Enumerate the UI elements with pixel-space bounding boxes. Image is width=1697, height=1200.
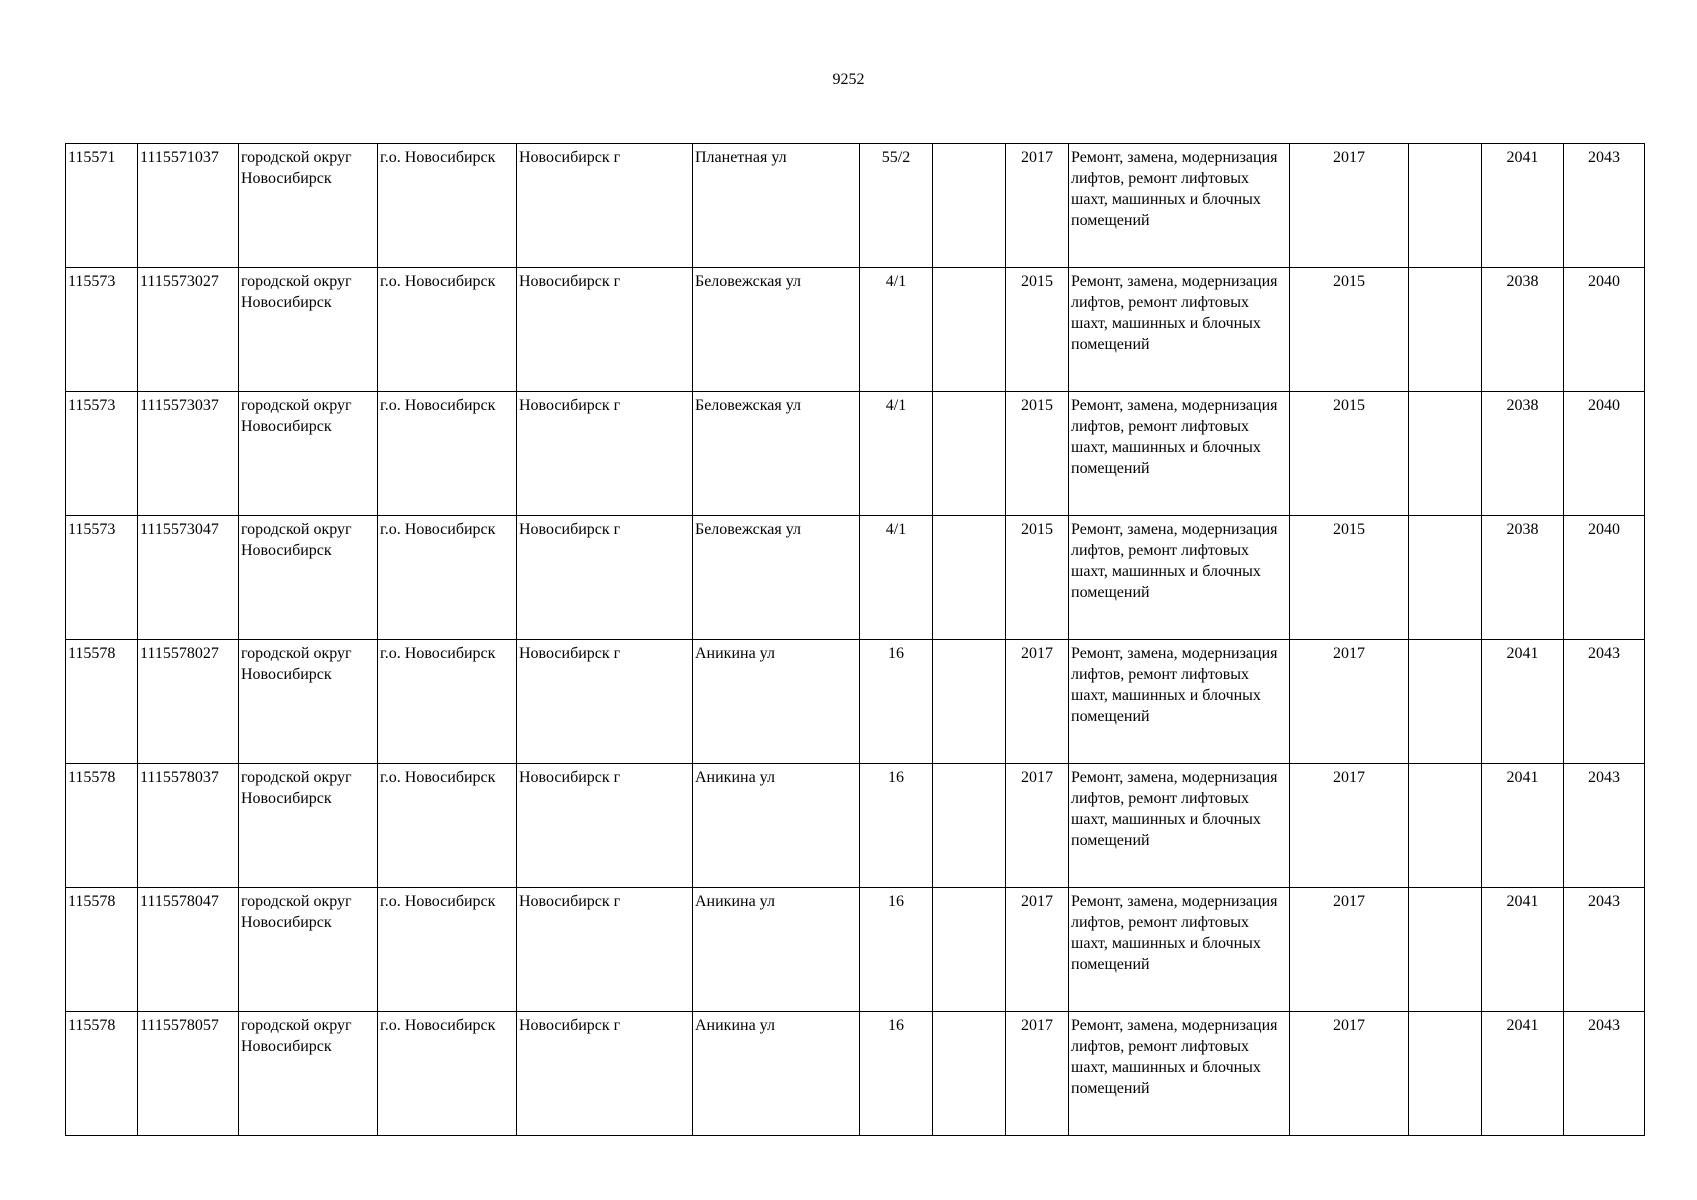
plan-end-year-cell: 2040 [1564, 268, 1645, 392]
plan-start-year-cell: 2038 [1482, 268, 1564, 392]
work-type-cell: Ремонт, замена, модернизация лифтов, ремонт лифтовых шахт, машинных и блочных помещений [1069, 1012, 1290, 1136]
street-cell: Аникина ул [693, 888, 860, 1012]
building-cell [933, 764, 1006, 888]
plan-end-year-cell: 2040 [1564, 392, 1645, 516]
plan-end-year-cell: 2043 [1564, 764, 1645, 888]
building-cell [933, 268, 1006, 392]
work-type-cell: Ремонт, замена, модернизация лифтов, ремонт лифтовых шахт, машинных и блочных помещений [1069, 392, 1290, 516]
record-id-cell: 115578 [66, 640, 138, 764]
district-cell: г.о. Новосибирск [378, 764, 517, 888]
commissioning-year-cell: 2015 [1006, 516, 1069, 640]
table-row [66, 764, 1645, 888]
locality-cell: Новосибирск г [517, 640, 693, 764]
house-number-cell: 16 [860, 764, 933, 888]
street-cell: Беловежская ул [693, 516, 860, 640]
object-code-cell: 1115578047 [138, 888, 239, 1012]
house-number-cell: 55/2 [860, 144, 933, 268]
empty-cell [1409, 392, 1482, 516]
district-cell: г.о. Новосибирск [378, 516, 517, 640]
record-id-cell: 115573 [66, 392, 138, 516]
street-cell: Аникина ул [693, 764, 860, 888]
table-row [66, 640, 1645, 764]
last-repair-year-cell: 2015 [1290, 392, 1409, 516]
empty-cell [1409, 764, 1482, 888]
district-cell: г.о. Новосибирск [378, 640, 517, 764]
work-type-cell: Ремонт, замена, модернизация лифтов, ремонт лифтовых шахт, машинных и блочных помещений [1069, 888, 1290, 1012]
plan-start-year-cell: 2038 [1482, 516, 1564, 640]
street-cell: Беловежская ул [693, 392, 860, 516]
commissioning-year-cell: 2017 [1006, 640, 1069, 764]
house-number-cell: 4/1 [860, 516, 933, 640]
last-repair-year-cell: 2015 [1290, 516, 1409, 640]
empty-cell [1409, 516, 1482, 640]
object-code-cell: 1115573037 [138, 392, 239, 516]
building-cell [933, 392, 1006, 516]
plan-end-year-cell: 2043 [1564, 640, 1645, 764]
work-type-cell: Ремонт, замена, модернизация лифтов, ремонт лифтовых шахт, машинных и блочных помещений [1069, 640, 1290, 764]
table-row [66, 144, 1645, 268]
locality-cell: Новосибирск г [517, 764, 693, 888]
record-id-cell: 115571 [66, 144, 138, 268]
building-cell [933, 640, 1006, 764]
district-cell: г.о. Новосибирск [378, 888, 517, 1012]
empty-cell [1409, 888, 1482, 1012]
record-id-cell: 115573 [66, 268, 138, 392]
commissioning-year-cell: 2017 [1006, 1012, 1069, 1136]
object-code-cell: 1115578027 [138, 640, 239, 764]
empty-cell [1409, 1012, 1482, 1136]
municipality-cell: городской округ Новосибирск [239, 640, 378, 764]
plan-start-year-cell: 2041 [1482, 764, 1564, 888]
house-number-cell: 4/1 [860, 268, 933, 392]
street-cell: Беловежская ул [693, 268, 860, 392]
house-number-cell: 16 [860, 888, 933, 1012]
building-cell [933, 144, 1006, 268]
locality-cell: Новосибирск г [517, 392, 693, 516]
locality-cell: Новосибирск г [517, 516, 693, 640]
building-cell [933, 516, 1006, 640]
commissioning-year-cell: 2015 [1006, 392, 1069, 516]
object-code-cell: 1115571037 [138, 144, 239, 268]
record-id-cell: 115578 [66, 764, 138, 888]
street-cell: Аникина ул [693, 640, 860, 764]
plan-end-year-cell: 2043 [1564, 1012, 1645, 1136]
building-cell [933, 888, 1006, 1012]
plan-start-year-cell: 2041 [1482, 888, 1564, 1012]
table-row [66, 888, 1645, 1012]
municipality-cell: городской округ Новосибирск [239, 764, 378, 888]
commissioning-year-cell: 2017 [1006, 888, 1069, 1012]
plan-end-year-cell: 2040 [1564, 516, 1645, 640]
municipality-cell: городской округ Новосибирск [239, 144, 378, 268]
house-number-cell: 16 [860, 1012, 933, 1136]
work-type-cell: Ремонт, замена, модернизация лифтов, ремонт лифтовых шахт, машинных и блочных помещений [1069, 516, 1290, 640]
locality-cell: Новосибирск г [517, 1012, 693, 1136]
street-cell: Аникина ул [693, 1012, 860, 1136]
last-repair-year-cell: 2017 [1290, 144, 1409, 268]
last-repair-year-cell: 2017 [1290, 764, 1409, 888]
district-cell: г.о. Новосибирск [378, 1012, 517, 1136]
plan-start-year-cell: 2038 [1482, 392, 1564, 516]
page-number: 9252 [832, 71, 865, 88]
street-cell: Планетная ул [693, 144, 860, 268]
record-id-cell: 115578 [66, 888, 138, 1012]
work-type-cell: Ремонт, замена, модернизация лифтов, ремонт лифтовых шахт, машинных и блочных помещений [1069, 144, 1290, 268]
house-number-cell: 4/1 [860, 392, 933, 516]
table-row [66, 392, 1645, 516]
plan-end-year-cell: 2043 [1564, 144, 1645, 268]
work-type-cell: Ремонт, замена, модернизация лифтов, ремонт лифтовых шахт, машинных и блочных помещений [1069, 268, 1290, 392]
plan-start-year-cell: 2041 [1482, 1012, 1564, 1136]
last-repair-year-cell: 2017 [1290, 640, 1409, 764]
object-code-cell: 1115573047 [138, 516, 239, 640]
municipality-cell: городской округ Новосибирск [239, 888, 378, 1012]
plan-start-year-cell: 2041 [1482, 640, 1564, 764]
work-type-cell: Ремонт, замена, модернизация лифтов, ремонт лифтовых шахт, машинных и блочных помещений [1069, 764, 1290, 888]
object-code-cell: 1115573027 [138, 268, 239, 392]
empty-cell [1409, 640, 1482, 764]
municipality-cell: городской округ Новосибирск [239, 392, 378, 516]
last-repair-year-cell: 2017 [1290, 1012, 1409, 1136]
record-id-cell: 115573 [66, 516, 138, 640]
locality-cell: Новосибирск г [517, 268, 693, 392]
district-cell: г.о. Новосибирск [378, 392, 517, 516]
plan-start-year-cell: 2041 [1482, 144, 1564, 268]
table-row [66, 268, 1645, 392]
empty-cell [1409, 268, 1482, 392]
last-repair-year-cell: 2015 [1290, 268, 1409, 392]
building-cell [933, 1012, 1006, 1136]
commissioning-year-cell: 2015 [1006, 268, 1069, 392]
table-row [66, 516, 1645, 640]
table-row [66, 1012, 1645, 1136]
empty-cell [1409, 144, 1482, 268]
house-number-cell: 16 [860, 640, 933, 764]
municipality-cell: городской округ Новосибирск [239, 516, 378, 640]
district-cell: г.о. Новосибирск [378, 268, 517, 392]
plan-end-year-cell: 2043 [1564, 888, 1645, 1012]
municipality-cell: городской округ Новосибирск [239, 268, 378, 392]
last-repair-year-cell: 2017 [1290, 888, 1409, 1012]
object-code-cell: 1115578037 [138, 764, 239, 888]
locality-cell: Новосибирск г [517, 888, 693, 1012]
locality-cell: Новосибирск г [517, 144, 693, 268]
commissioning-year-cell: 2017 [1006, 144, 1069, 268]
record-id-cell: 115578 [66, 1012, 138, 1136]
registry-table [65, 143, 1645, 1136]
district-cell: г.о. Новосибирск [378, 144, 517, 268]
municipality-cell: городской округ Новосибирск [239, 1012, 378, 1136]
object-code-cell: 1115578057 [138, 1012, 239, 1136]
commissioning-year-cell: 2017 [1006, 764, 1069, 888]
